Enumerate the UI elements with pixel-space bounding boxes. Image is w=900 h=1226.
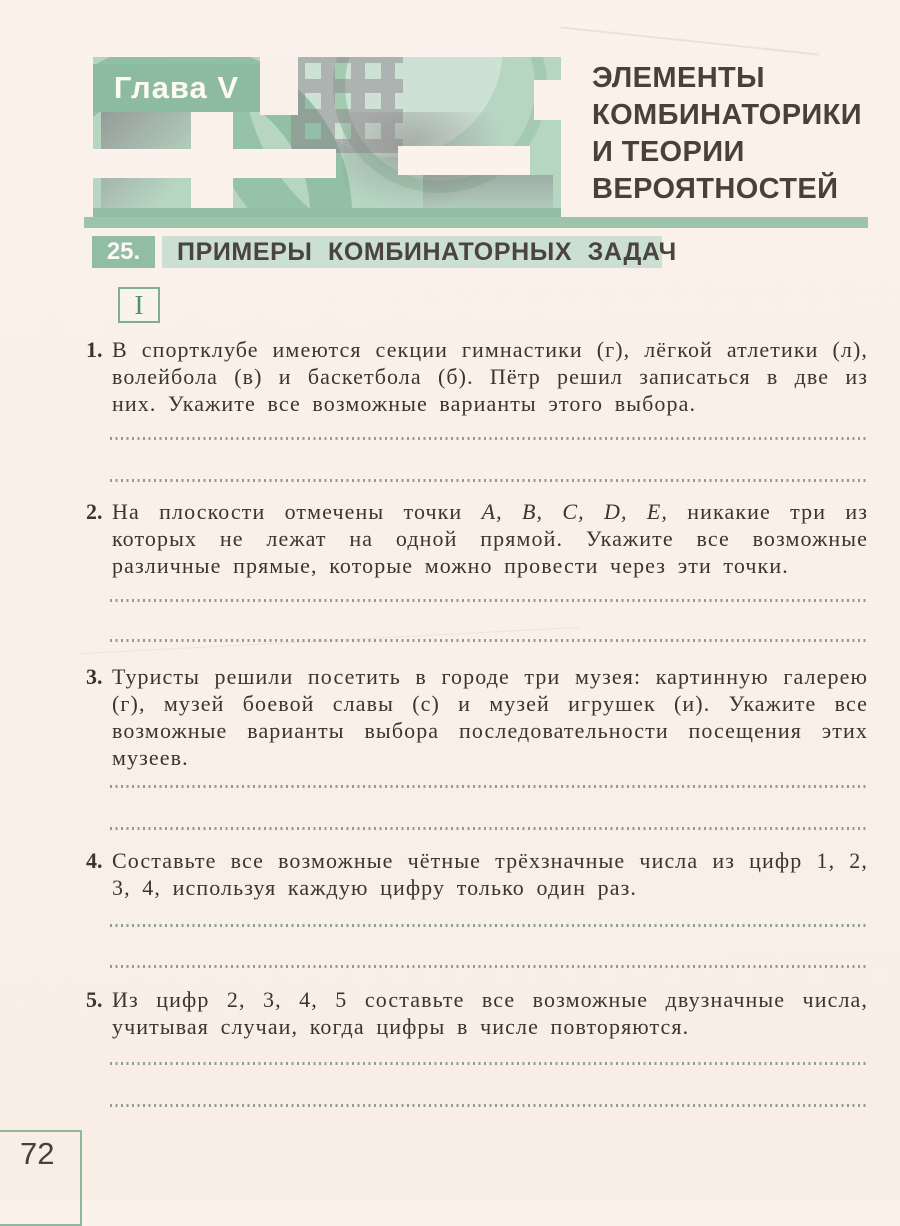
problem-text: Туристы решили посетить в городе три музея: картинную галерею (г), музей боевой славы (с) и музей игрушек (и). Укажите все возможные варианты выбора последовательности посещения этих музеев. [112, 664, 868, 770]
banner-cross-bar-decoration [398, 146, 530, 175]
header-rule [84, 217, 868, 228]
banner-white-gap [260, 57, 298, 115]
problem-text [112, 498, 868, 579]
answer-line [110, 1062, 868, 1065]
problem-3 [86, 663, 868, 771]
chapter-label: Глава V [93, 64, 260, 112]
banner-notch-decoration [534, 80, 561, 120]
problem-number: 4. [86, 848, 103, 873]
chapter-title-line: И ТЕОРИИ [592, 136, 745, 168]
problem-text-prefix: На плоскости отмечены точки [112, 499, 482, 524]
point-labels: A, B, C, D, E, [481, 499, 669, 524]
answer-line [110, 639, 868, 642]
answer-line [110, 1104, 868, 1107]
chapter-title-line: ЭЛЕМЕНТЫ [592, 62, 765, 94]
page-number: 72 [20, 1136, 55, 1171]
problem-text: Составьте все возможные чётные трёхзначные числа из цифр 1, 2, 3, 4, используя каждую цифру только один раз. [112, 848, 868, 900]
answer-line [110, 827, 868, 830]
section-title: ПРИМЕРЫ КОМБИНАТОРНЫХ ЗАДАЧ [177, 238, 677, 266]
chapter-title-line: ВЕРОЯТНОСТЕЙ [592, 173, 839, 205]
problem-text-suffix: никакие три из которых не лежат на одной прямой. Укажите все возможные различные прямые, которые можно провести через эти точки. [112, 499, 869, 578]
problem-1 [86, 336, 868, 417]
problem-number: 1. [86, 337, 103, 362]
part-marker-box: I [118, 287, 160, 323]
problem-5 [86, 986, 868, 1040]
answer-line [110, 599, 868, 602]
problem-text: В спортклубе имеются секции гимнастики (г), лёгкой атлетики (л), волейбола (в) и баскетбола (б). Пётр решил записаться в две из них. Укажите все возможные варианты этого выбора. [112, 337, 868, 416]
problem-number: 3. [86, 664, 103, 689]
answer-line [110, 437, 868, 440]
problem-number: 5. [86, 987, 103, 1012]
problem-4 [86, 847, 868, 901]
answer-line [110, 479, 868, 482]
problem-2 [86, 498, 868, 579]
section-number-badge: 25. [92, 236, 155, 268]
answer-line [110, 965, 868, 968]
banner-checker-decoration [291, 57, 403, 153]
chapter-title [592, 60, 882, 208]
answer-line [110, 785, 868, 788]
problem-text: Из цифр 2, 3, 4, 5 составьте все возможные двузначные числа, учитывая случаи, когда цифры в числе повторяются. [112, 987, 868, 1039]
problem-number: 2. [86, 499, 103, 524]
answer-line [110, 924, 868, 927]
chapter-title-line: КОМБИНАТОРИКИ [592, 99, 863, 131]
paper-crease-decoration [561, 26, 820, 55]
chapter-banner [93, 57, 561, 218]
